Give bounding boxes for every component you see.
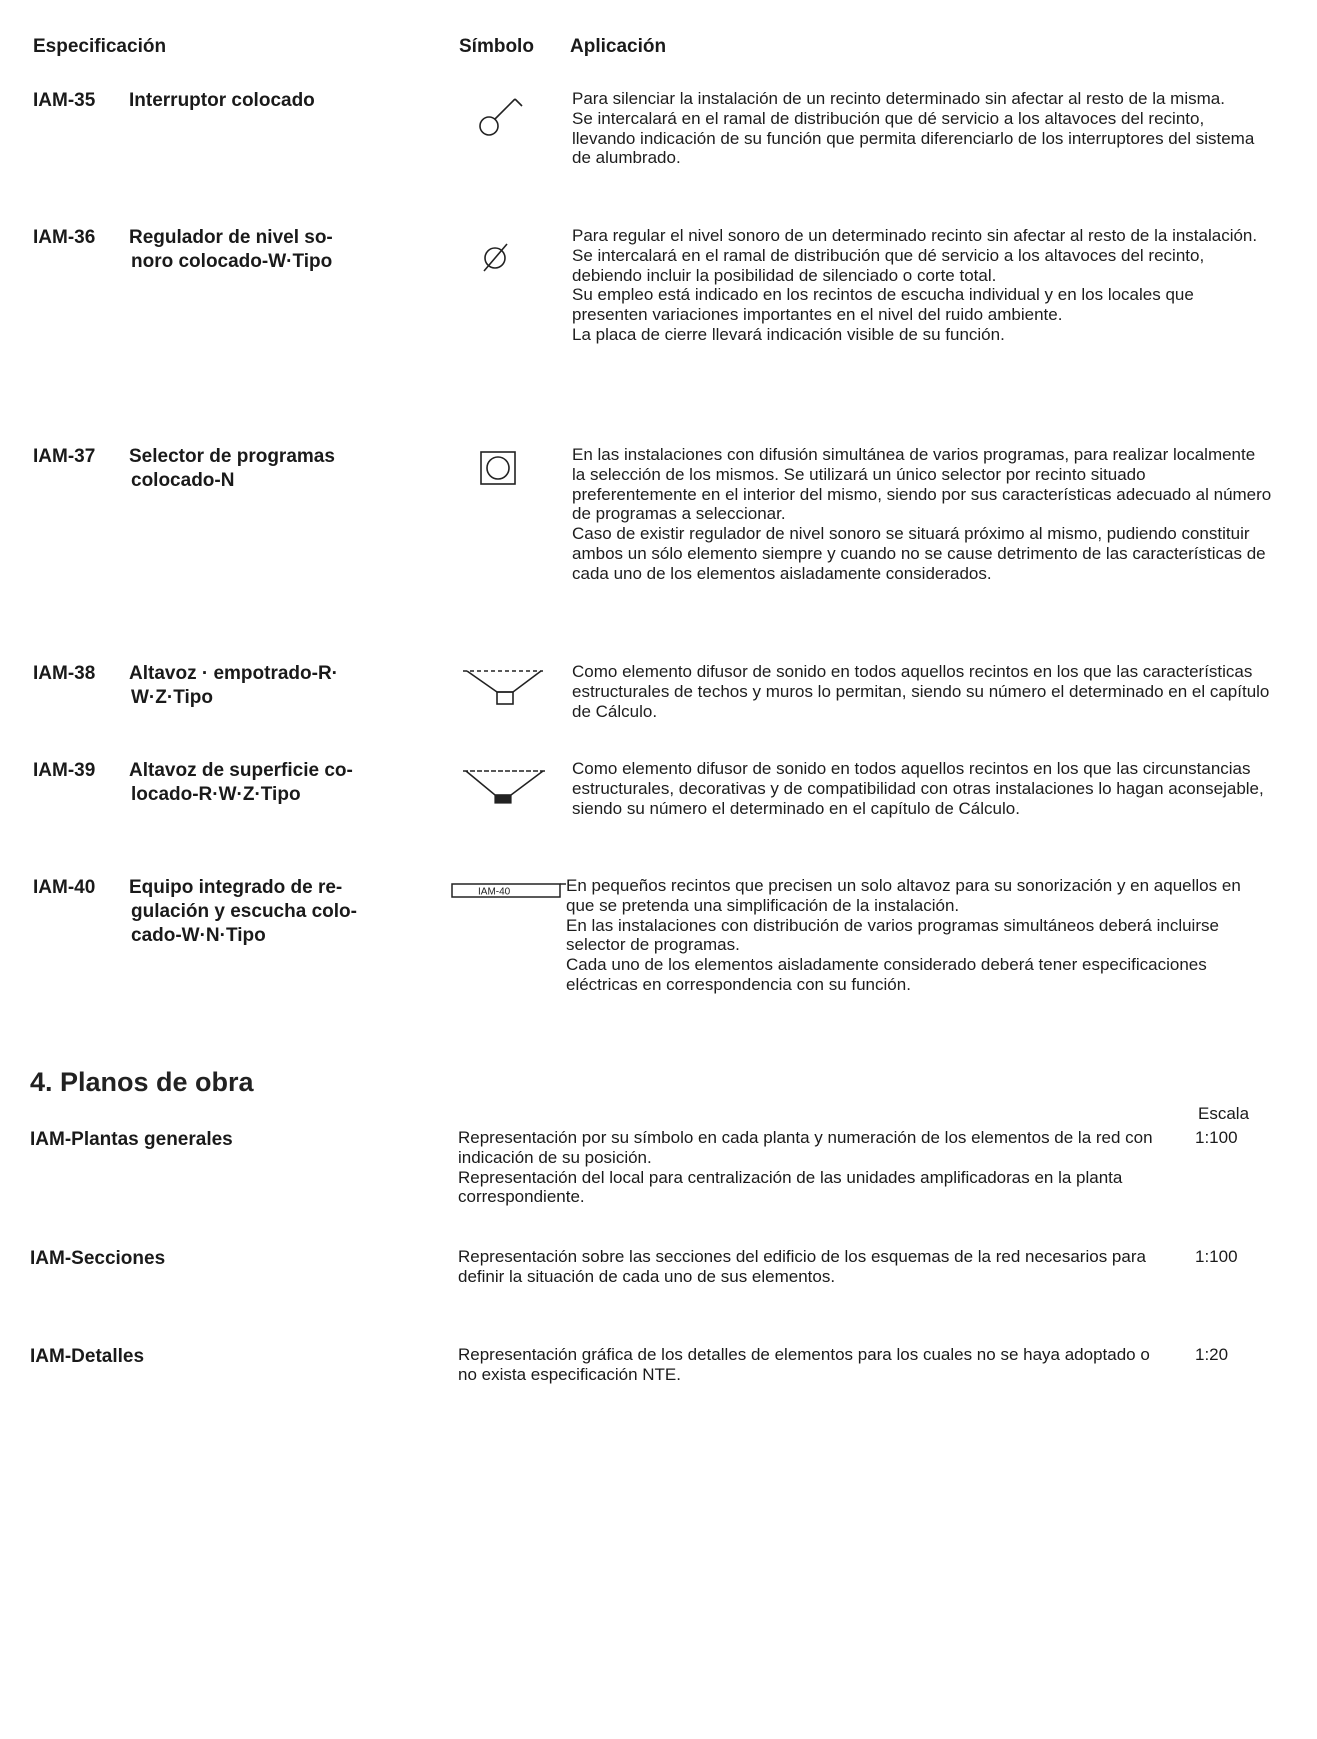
application-paragraph: Su empleo está indicado en los recintos de escucha individual y en los locales que presenten variaciones importantes en el nivel del ruido ambiente. bbox=[572, 285, 1194, 325]
switch-icon bbox=[455, 89, 575, 149]
entry-application bbox=[572, 226, 1272, 345]
header-symbol: Símbolo bbox=[459, 36, 534, 57]
plan-name: IAM-Plantas generales bbox=[30, 1129, 233, 1150]
entry-title-line: gulación y escucha colo- bbox=[131, 901, 357, 922]
plan-description-paragraph: Representación sobre las secciones del edificio de los esquemas de la red necesarios para definir la situación de cada uno de sus elementos. bbox=[458, 1247, 1146, 1286]
entry-title-line: Interruptor colocado bbox=[129, 90, 315, 111]
recessed-speaker-icon bbox=[455, 662, 575, 722]
plan-scale: 1:20 bbox=[1195, 1345, 1229, 1364]
section-title: 4. Planos de obra bbox=[30, 1067, 254, 1097]
entry-title bbox=[129, 662, 413, 710]
application-paragraph: Como elemento difusor de sonido en todos aquellos recintos en los que las circunstancias estructurales, decorativas y de compatibilidad con otras instalaciones lo hagan aconsejable, siendo su número el determinado en el capítulo de Cálculo. bbox=[572, 759, 1264, 818]
application-paragraph: Caso de existir regulador de nivel sonoro se situará próximo al mismo, pudiendo constituir ambos un sólo elemento siempre y cuando no se cause detrimento de las características de cada uno de los elementos aisladamente considerados. bbox=[572, 524, 1266, 583]
entry-title-line: W·Z·Tipo bbox=[131, 687, 213, 708]
entry-application bbox=[572, 89, 1272, 168]
application-paragraph: Para regular el nivel sonoro de un determinado recinto sin afectar al resto de la instalación. bbox=[572, 226, 1258, 245]
plan-scale: 1:100 bbox=[1195, 1128, 1238, 1147]
plan-description-paragraph: Representación por su símbolo en cada planta y numeración de los elementos de la red con indicación de su posición. bbox=[458, 1128, 1153, 1167]
entry-code: IAM-35 bbox=[33, 90, 96, 111]
level-regulator-icon bbox=[455, 226, 575, 286]
integrated-equipment-icon bbox=[450, 876, 568, 906]
entry-code: IAM-38 bbox=[33, 663, 96, 684]
entry-title-line: Selector de programas bbox=[129, 446, 335, 467]
entry-title bbox=[129, 89, 413, 113]
plan-description bbox=[458, 1247, 1158, 1287]
entry-application bbox=[572, 759, 1272, 818]
plan-description-paragraph: Representación del local para centralización de las unidades amplificadoras en la planta correspondiente. bbox=[458, 1167, 1123, 1207]
entry-title-line: noro colocado-W·Tipo bbox=[131, 251, 333, 272]
plan-description-paragraph: Representación gráfica de los detalles de elementos para los cuales no se haya adoptado o no exista especificación NTE. bbox=[458, 1345, 1150, 1384]
application-paragraph: En pequeños recintos que precisen un solo altavoz para su sonorización y en aquellos en que se pretenda una simplificación de la instalación. bbox=[566, 876, 1241, 915]
application-paragraph: En las instalaciones con distribución de varios programas simultáneos deberá incluirse selector de programas. bbox=[566, 915, 1219, 955]
entry-title-line: Regulador de nivel so- bbox=[129, 227, 333, 248]
entry-code: IAM-39 bbox=[33, 760, 96, 781]
application-paragraph: Se intercalará en el ramal de distribución que dé servicio a los altavoces del recinto, llevando indicación de su función que permita diferenciarlo de los interruptores del sistema de alumbrado. bbox=[572, 108, 1255, 168]
application-paragraph: En las instalaciones con difusión simultánea de varios programas, para realizar localmente la selección de los mismos. Se utilizará un único selector por recinto situado preferentemente en el interior del mismo, siendo por sus características adecuado al número de programas a seleccionar. bbox=[572, 445, 1272, 524]
application-paragraph: Cada uno de los elementos aisladamente considerado deberá tener especificaciones eléctricas en correspondencia con su función. bbox=[566, 955, 1207, 994]
header-specification: Especificación bbox=[33, 36, 167, 57]
application-paragraph: Como elemento difusor de sonido en todos aquellos recintos en los que las características estructurales de techos y muros lo permitan, siendo su número el determinado en el capítulo de Cálculo. bbox=[572, 662, 1270, 721]
plan-scale: 1:100 bbox=[1195, 1247, 1238, 1266]
entry-application bbox=[566, 876, 1266, 995]
plan-name: IAM-Secciones bbox=[30, 1248, 166, 1269]
entry-title bbox=[129, 226, 413, 274]
plan-description bbox=[458, 1128, 1158, 1207]
program-selector-icon bbox=[455, 445, 575, 505]
entry-code: IAM-40 bbox=[33, 877, 96, 898]
plan-description bbox=[458, 1345, 1158, 1385]
entry-title-line: Altavoz de superficie co- bbox=[129, 760, 353, 781]
entry-application bbox=[572, 662, 1272, 721]
symbol-label: IAM-40 bbox=[478, 886, 511, 898]
entry-title-line: Altavoz · empotrado-R· bbox=[129, 663, 338, 684]
application-paragraph: Se intercalará en el ramal de distribución que dé servicio a los altavoces del recinto, debiendo incluir la posibilidad de silenciado o corte total. bbox=[572, 245, 1205, 285]
entry-title-line: cado-W·N·Tipo bbox=[131, 925, 266, 946]
entry-application bbox=[572, 445, 1272, 584]
entry-title-line: Equipo integrado de re- bbox=[129, 877, 343, 898]
entry-code: IAM-37 bbox=[33, 446, 96, 467]
surface-speaker-icon bbox=[455, 759, 575, 819]
plan-name: IAM-Detalles bbox=[30, 1346, 145, 1367]
entry-title bbox=[129, 876, 413, 948]
entry-title bbox=[129, 759, 413, 807]
scale-header: Escala bbox=[1198, 1104, 1250, 1123]
entry-title bbox=[129, 445, 413, 493]
entry-code: IAM-36 bbox=[33, 227, 96, 248]
entry-title-line: locado-R·W·Z·Tipo bbox=[131, 784, 301, 805]
application-paragraph: La placa de cierre llevará indicación visible de su función. bbox=[572, 324, 1005, 344]
header-application: Aplicación bbox=[570, 36, 667, 57]
entry-title-line: colocado-N bbox=[131, 470, 235, 491]
application-paragraph: Para silenciar la instalación de un recinto determinado sin afectar al resto de la misma. bbox=[572, 89, 1225, 108]
